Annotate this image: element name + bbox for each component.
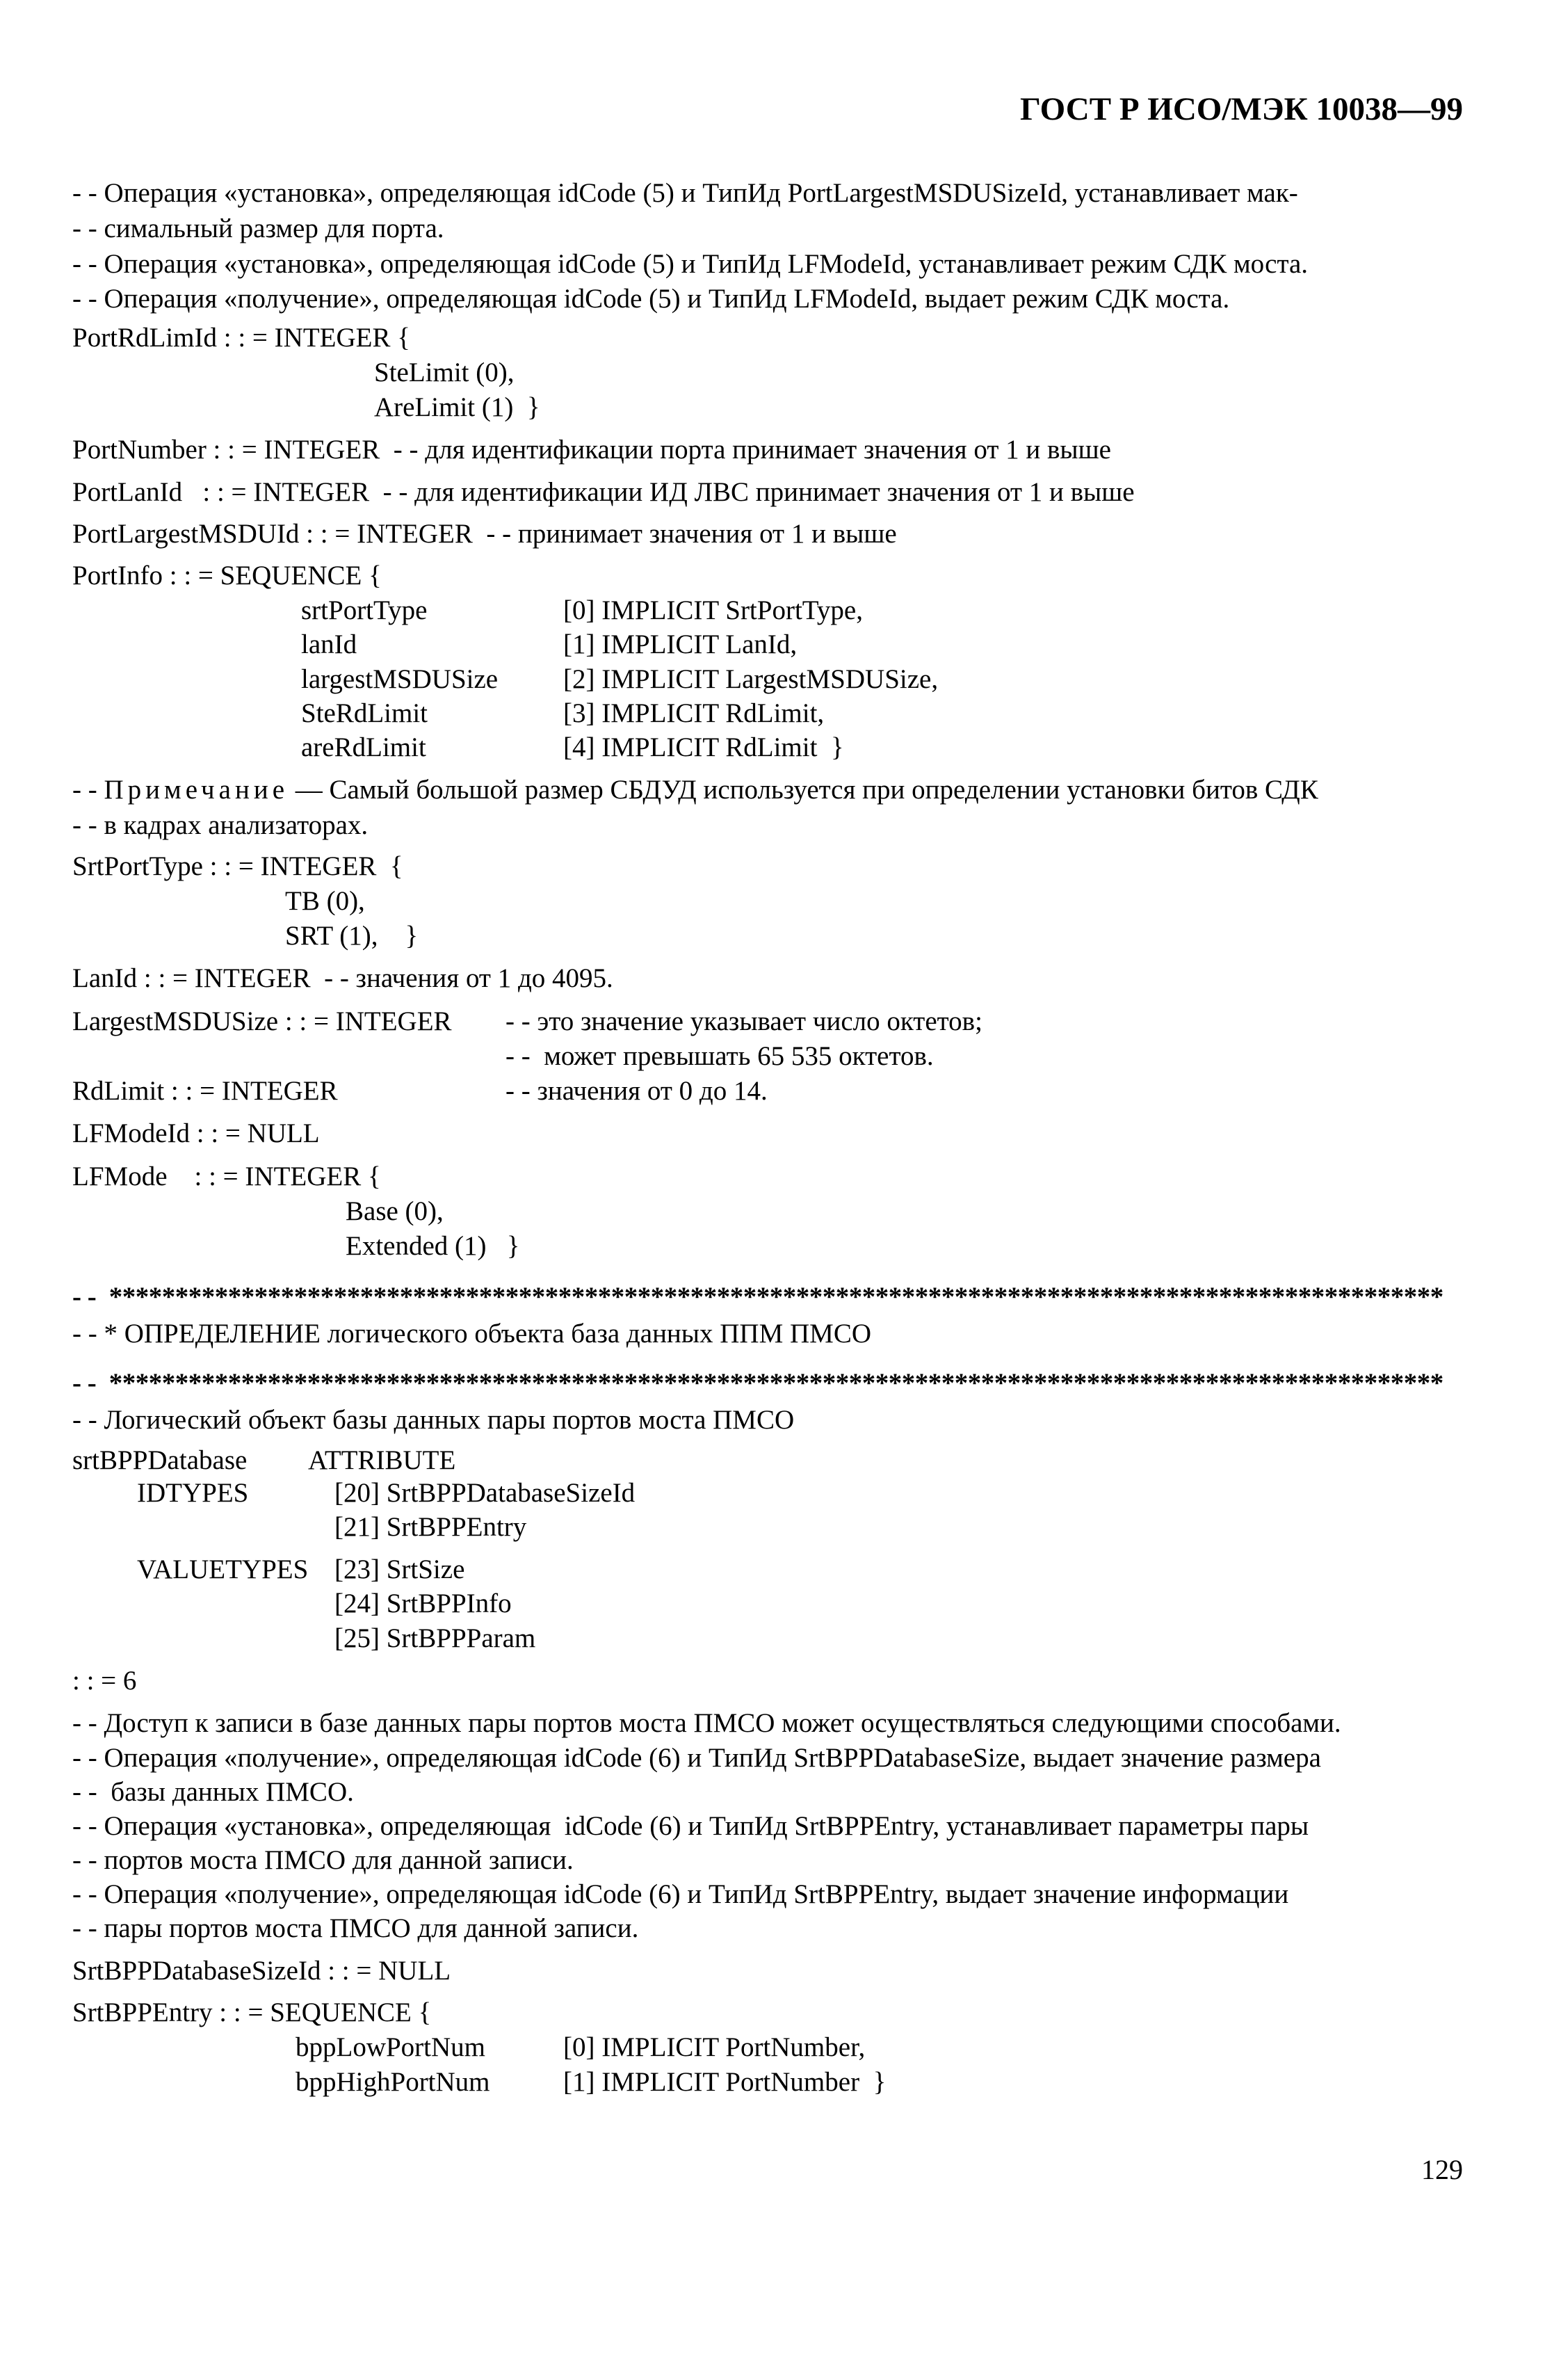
asn1-keyword: IDTYPES [137,1478,249,1508]
text-line: - - в кадрах анализаторах. [72,810,369,840]
asn1-value: AreLimit (1) } [374,392,540,422]
asn1-comment: - - значения от 0 до 14. [505,1076,768,1106]
page-number: 129 [1421,2154,1463,2185]
asn1-definition: SrtBPPDatabaseSizeId : : = NULL [72,1956,451,1986]
asn1-definition: RdLimit : : = INTEGER [72,1076,338,1106]
asn1-value: SteLimit (0), [374,357,515,387]
asn1-keyword: ATTRIBUTE [308,1445,456,1475]
separator-stars: ***************************************************************************************************** [108,1282,1443,1312]
asn1-field-type: [23] SrtSize [334,1554,465,1584]
text-line: - - Доступ к записи в базе данных пары портов моста ПМСО может осуществляться следующими способами. [72,1708,1341,1738]
text-line: - - Операция «установка», определяющая idCode (5) и ТипИд PortLargestMSDUSizeId, устанавливает мак- [72,178,1298,208]
note-line [72,776,1318,803]
note-text: — Самый большой размер СБДУД используется при определении установки битов СДК [289,775,1318,805]
asn1-field-type: [24] SrtBPPInfo [334,1589,512,1618]
asn1-comment: - - это значение указывает число октетов; [505,1006,982,1036]
text-line: - - Операция «установка», определяющая idCode (6) и ТипИд SrtBPPEntry, устанавливает параметры пары [72,1811,1309,1841]
asn1-definition: SrtBPPEntry : : = SEQUENCE { [72,1997,432,2027]
asn1-field: largestMSDUSize [301,664,499,694]
text-line: - - Логический объект базы данных пары портов моста ПМСО [72,1405,795,1435]
asn1-value: Base (0), [346,1196,444,1226]
asn1-definition: PortLargestMSDUId : : = INTEGER - - принимает значения от 1 и выше [72,519,897,549]
section-heading: - - * ОПРЕДЕЛЕНИЕ логического объекта база данных ППМ ПМСО [72,1319,872,1349]
note-label: Примечание [104,775,289,805]
asn1-definition: LanId : : = INTEGER - - значения от 1 до 4095. [72,963,613,993]
asn1-field-type: [20] SrtBPPDatabaseSizeId [334,1478,636,1508]
asn1-field-type: [1] IMPLICIT PortNumber } [563,2067,887,2097]
asn1-field-type: [1] IMPLICIT LanId, [563,629,798,659]
asn1-field: bppHighPortNum [296,2067,490,2097]
note-prefix: - - [72,775,104,805]
asn1-definition: LFModeId : : = NULL [72,1118,320,1148]
separator-dashes: - - [72,1368,109,1398]
asn1-definition: SrtPortType : : = INTEGER { [72,851,403,881]
asn1-keyword: VALUETYPES [137,1554,309,1584]
asn1-value: Extended (1) } [346,1231,520,1261]
text-line: - - портов моста ПМСО для данной записи. [72,1845,574,1875]
separator-stars: ***************************************************************************************************** [108,1368,1443,1398]
text-line: - - симальный размер для порта. [72,214,444,243]
asn1-field-type: [21] SrtBPPEntry [334,1512,527,1542]
asn1-field-type: [4] IMPLICIT RdLimit } [563,732,844,762]
asn1-field-type: [25] SrtBPPParam [334,1623,536,1653]
asn1-value: SRT (1), } [285,921,419,951]
text-line: - - базы данных ПМСО. [72,1777,354,1807]
text-line: - - Операция «получение», определяющая idCode (6) и ТипИд SrtBPPEntry, выдает значение информации [72,1879,1289,1909]
page-header: ГОСТ Р ИСО/МЭК 10038—99 [1019,91,1463,127]
asn1-definition: PortInfo : : = SEQUENCE { [72,561,382,590]
asn1-definition: LargestMSDUSize : : = INTEGER [72,1006,452,1036]
separator-dashes: - - [72,1282,109,1312]
asn1-field-type: [2] IMPLICIT LargestMSDUSize, [563,664,939,694]
asn1-value: TB (0), [285,886,365,916]
separator-line [72,1367,1443,1399]
separator-line [72,1281,1443,1312]
asn1-definition: srtBPPDatabase [72,1445,248,1475]
text-line: - - Операция «установка», определяющая idCode (5) и ТипИд LFModeId, устанавливает режим СДК моста. [72,249,1309,279]
asn1-definition: PortRdLimId : : = INTEGER { [72,323,410,353]
asn1-field: areRdLimit [301,732,426,762]
asn1-field-type: [0] IMPLICIT SrtPortType, [563,595,863,625]
asn1-field-type: [0] IMPLICIT PortNumber, [563,2032,866,2062]
asn1-definition: PortLanId : : = INTEGER - - для идентификации ИД ЛВС принимает значения от 1 и выше [72,477,1135,507]
text-line: - - Операция «получение», определяющая idCode (5) и ТипИд LFModeId, выдает режим СДК моста. [72,284,1230,314]
asn1-definition: : : = 6 [72,1666,137,1696]
asn1-field: lanId [301,629,357,659]
asn1-field: srtPortType [301,595,428,625]
asn1-definition: LFMode : : = INTEGER { [72,1161,381,1191]
asn1-definition: PortNumber : : = INTEGER - - для идентификации порта принимает значения от 1 и выше [72,435,1111,465]
text-line: - - пары портов моста ПМСО для данной записи. [72,1913,639,1943]
asn1-field: bppLowPortNum [296,2032,485,2062]
text-line: - - Операция «получение», определяющая idCode (6) и ТипИд SrtBPPDatabaseSize, выдает значение размера [72,1743,1321,1773]
asn1-field-type: [3] IMPLICIT RdLimit, [563,698,825,728]
asn1-field: SteRdLimit [301,698,428,728]
asn1-comment: - - может превышать 65 535 октетов. [505,1041,934,1071]
